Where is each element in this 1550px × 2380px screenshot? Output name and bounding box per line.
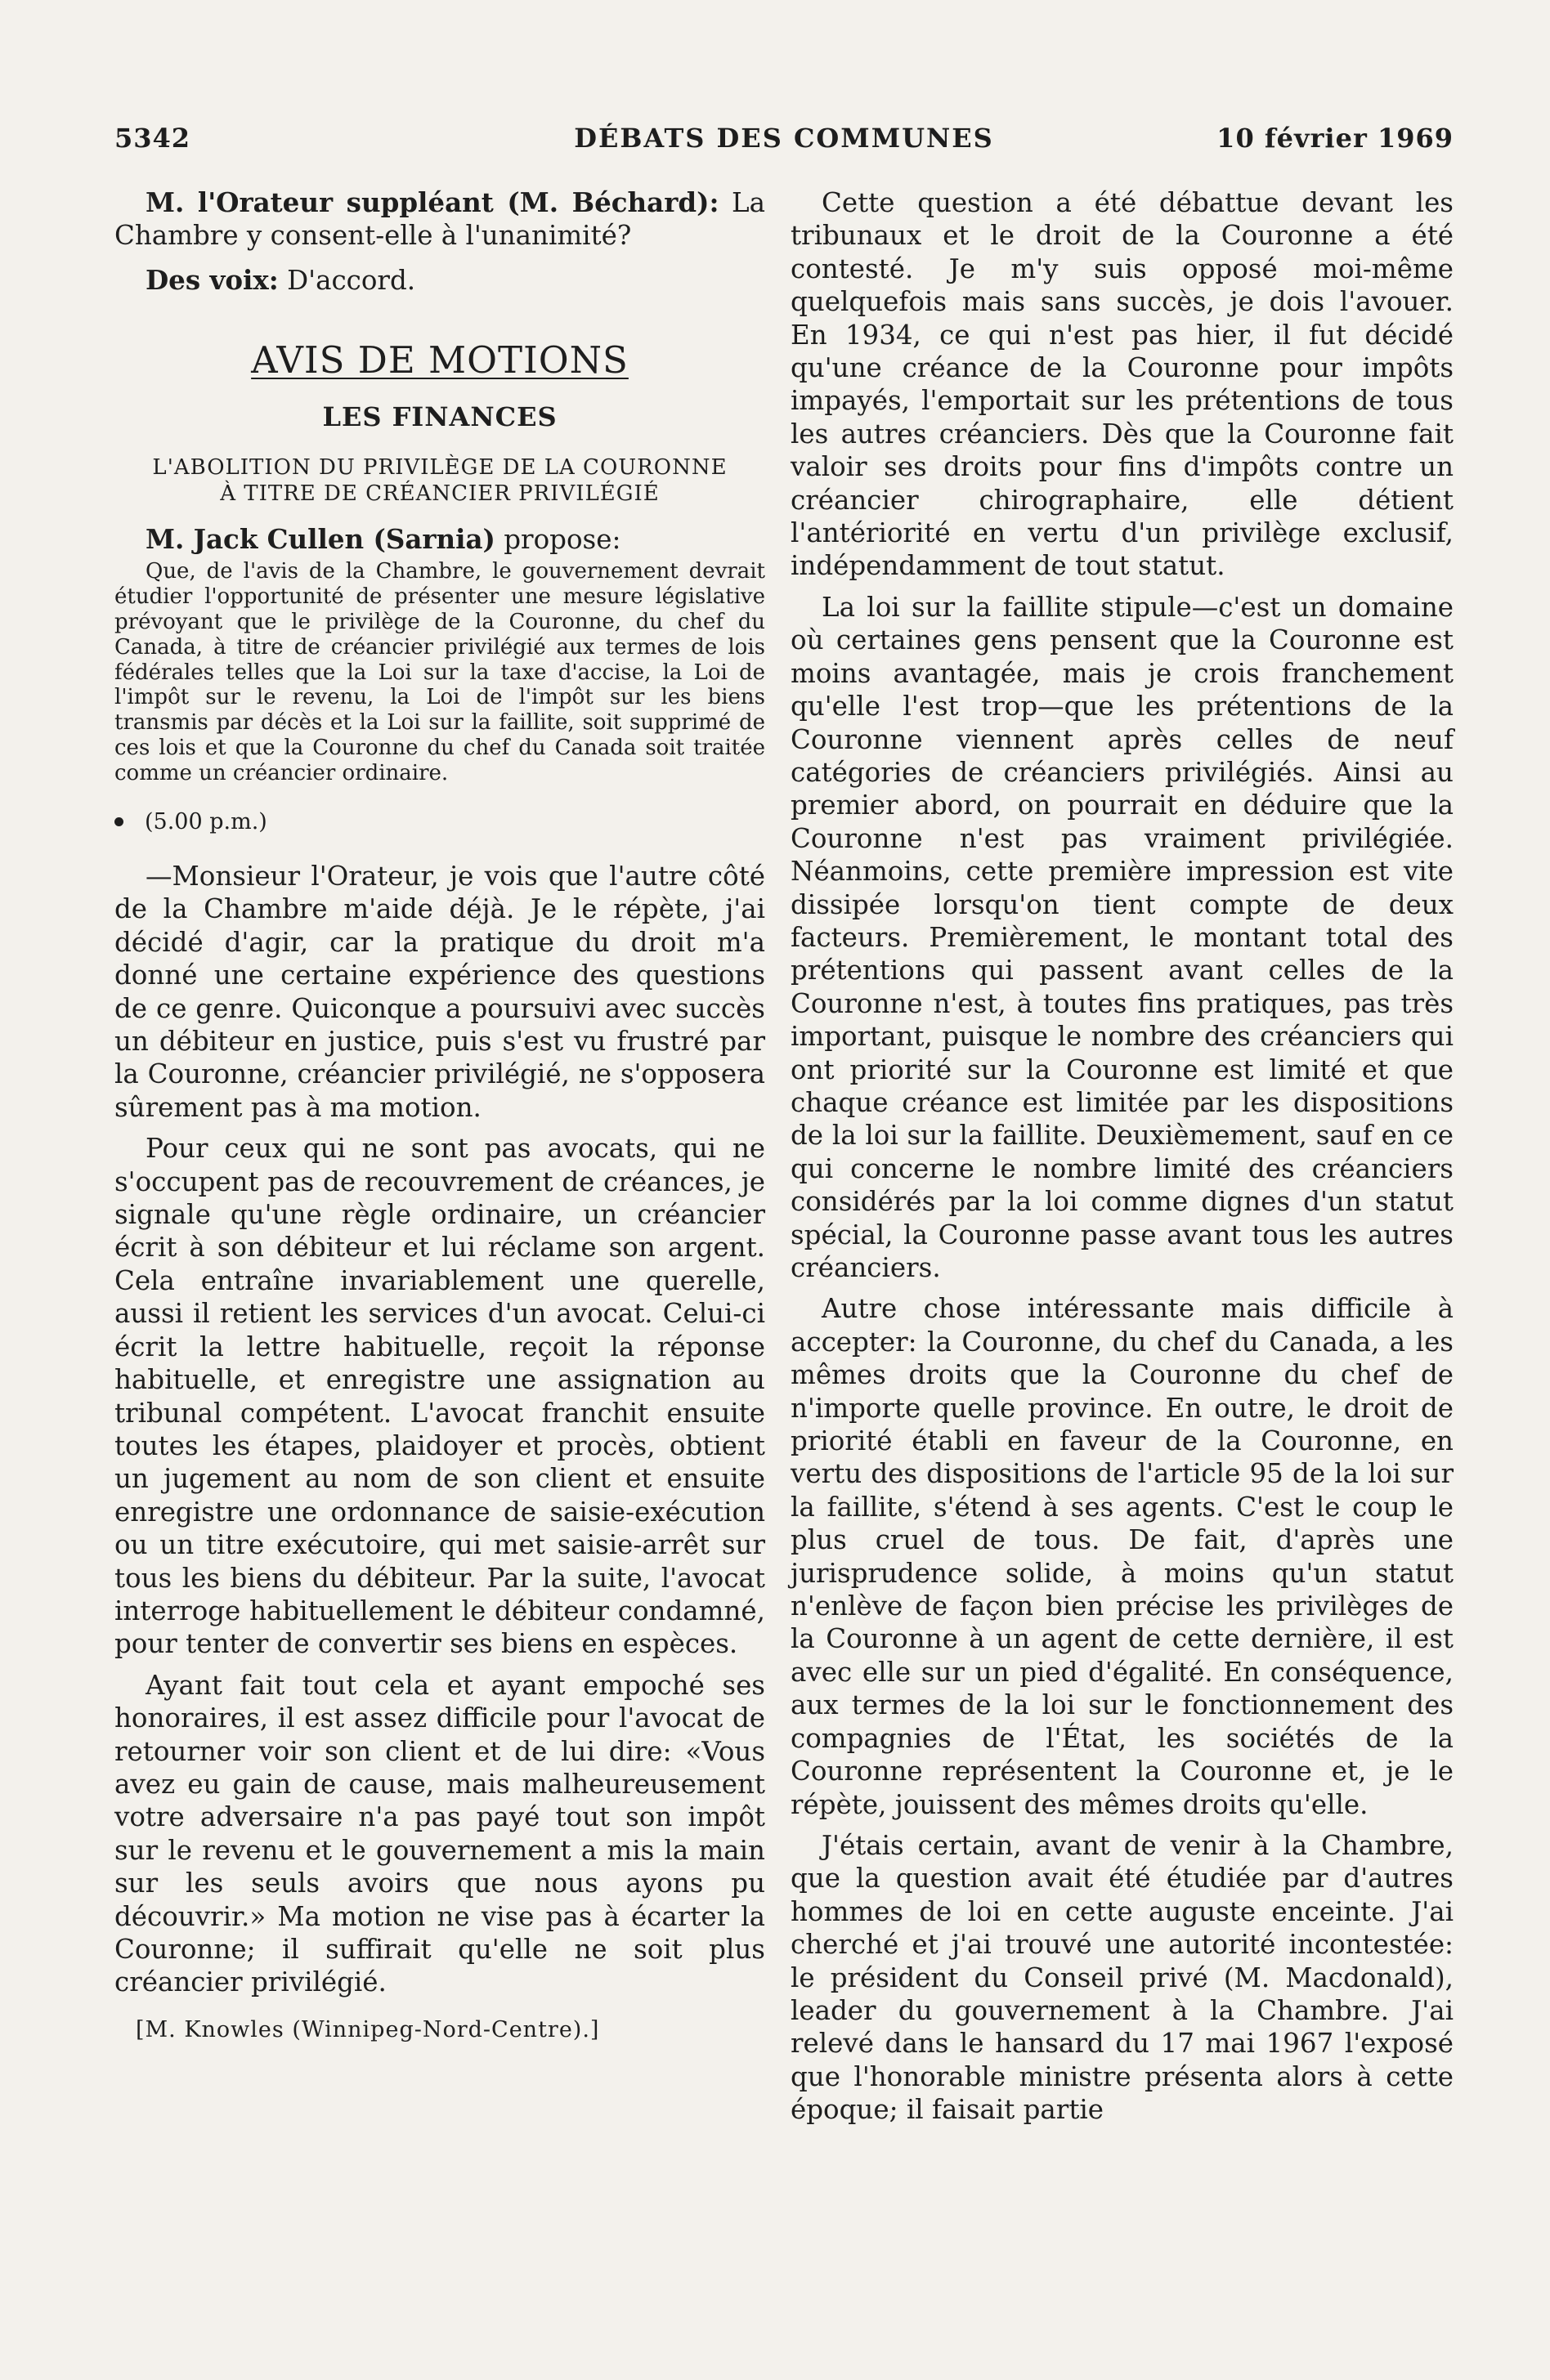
- left-column: [114, 186, 765, 2047]
- paragraph: Cette question a été débattue devant les tribunaux et le droit de la Couronne a été contesté. Je m'y suis opposé moi-même quelquefois mais sans succès, je dois l'avouer. En 1934, ce qui n'est pas hier, il fut décidé qu'une créance de la Couronne pour impôts impayés, l'emportait sur les prétentions de tous les autres créanciers. Dès que la Couronne fait valoir ses droits pour fins d'impôts contre un créancier chirographaire, elle détient l'antériorité en vertu d'un privilège exclusif, indépendamment de tout statut.: [791, 187, 1454, 582]
- paragraph: Pour ceux qui ne sont pas avocats, qui ne s'occupent pas de recouvrement de créances, je signale qu'une règle ordinaire, un créancier écrit à son débiteur et lui réclame son argent. Cela entraîne invariablement une querelle, aussi il retient les services d'un avocat. Celui-ci écrit la lettre habituelle, reçoit la réponse habituelle, et enregistre une assignation au tribunal compétent. L'avocat franchit ensuite toutes les étapes, plaidoyer et procès, obtient un jugement au nom de son client et ensuite enregistre une ordonnance de saisie-exécution ou un titre exécutoire, qui met saisie-arrêt sur tous les biens du débiteur. Par la suite, l'avocat interroge habituellement le débiteur condamné, pour tenter de convertir ses biens en espèces.: [114, 1133, 765, 1660]
- speaker-name: M. Jack Cullen (Sarnia): [146, 523, 495, 556]
- paragraph: Ayant fait tout cela et ayant empoché ses honoraires, il est assez difficile pour l'avocat de retourner voir son client et de lui dire: «Vous avez eu gain de cause, mais malheureusement votre adversaire n'a pas payé tout son impôt sur le revenu et le gouvernement a mis la main sur les seuls avoirs que nous ayons pu découvrir.» Ma motion ne vise pas à écarter la Couronne; il suffirait qu'elle ne soit plus créancier privilégié.: [114, 1669, 765, 1998]
- page-date: 10 février 1969: [1216, 123, 1454, 154]
- section-heading: AVIS DE MOTIONS: [251, 338, 629, 382]
- mover-paragraph: [114, 523, 765, 556]
- right-column: [791, 186, 1454, 2135]
- paragraph-text: D'accord.: [278, 264, 416, 296]
- paragraph: La loi sur la faillite stipule—c'est un domaine où certaines gens pensent que la Couronne est moins avantagée, mais je crois franchement qu'elle l'est trop—que les prétentions de la Couronne viennent après celles de neuf catégories de créanciers privilégiés. Ainsi au premier abord, on pourrait en déduire que la Couronne n'est pas vraiment privilégiée. Néanmoins, cette première impression est vite dissipée lorsqu'on tient compte de deux facteurs. Premièrement, le montant total des prétentions qui passent avant celles de la Couronne n'est, à toutes fins pratiques, pas très important, puisque le nombre des créanciers qui ont priorité sur la Couronne est limité et que chaque créance est limitée par les dispositions de la loi sur la faillite. Deuxièmement, sauf en ce qui concerne le nombre limité des créanciers considérés par la loi comme dignes d'un statut spécial, la Couronne passe avant tous les autres créanciers.: [791, 591, 1454, 1283]
- motion-title: [114, 454, 765, 507]
- time-marker: [114, 806, 765, 839]
- paragraph: J'étais certain, avant de venir à la Chambre, que la question avait été étudiée par d'autres hommes de loi en cette auguste enceinte. J'ai cherché et j'ai trouvé une autorité incontestée: le président du Conseil privé (M. Macdonald), leader du gouvernement à la Chambre. J'ai relevé dans le hansard du 17 mai 1967 l'exposé que l'honorable ministre présenta alors à cette époque; il faisait partie: [791, 1829, 1454, 2126]
- paragraph-text: La Chambre y consent-elle à l'unanimité?: [114, 187, 766, 252]
- speaker-note: [M. Knowles (Winnipeg-Nord-Centre).]: [136, 2016, 600, 2042]
- speaker-paragraph: [114, 264, 765, 297]
- time-text: (5.00 p.m.): [145, 808, 267, 834]
- motion-title-line-2: À TITRE DE CRÉANCIER PRIVILÉGIÉ: [220, 481, 660, 507]
- motion-title-line-1: L'ABOLITION DU PRIVILÈGE DE LA COURONNE: [152, 455, 728, 481]
- bullet-icon: [114, 817, 123, 826]
- page-number: 5342: [114, 123, 191, 154]
- page-header: [114, 123, 1454, 155]
- paragraph: Autre chose intéressante mais difficile à accepter: la Couronne, du chef du Canada, a les mêmes droits que la Couronne du chef de n'importe quelle province. En outre, le droit de priorité établi en faveur de la Couronne, en vertu des dispositions de l'article 95 de la loi sur la faillite, s'étend à ses agents. C'est le coup le plus cruel de tous. De fait, d'après une jurisprudence solide, à moins qu'un statut n'enlève de façon bien précise les privilèges de la Couronne à un agent de cette dernière, il est avec elle sur un pied d'égalité. En conséquence, aux termes de la loi sur le fonctionnement des compagnies de l'État, les sociétés de la Couronne représentent la Couronne et, je le répète, jouissent des mêmes droits qu'elle.: [791, 1293, 1454, 1820]
- subsection-heading: LES FINANCES: [322, 400, 558, 432]
- paragraph: —Monsieur l'Orateur, je vois que l'autre côté de la Chambre m'aide déjà. Je le répète, j'ai décidé d'agir, car la pratique du droit m'a donné une certaine expérience des questions de ce genre. Quiconque a poursuivi avec succès un débiteur en justice, puis s'est vu frustré par la Couronne, créancier privilégié, ne s'opposera sûrement pas à ma motion.: [114, 861, 765, 1123]
- publication-title: DÉBATS DES COMMUNES: [574, 123, 994, 154]
- motion-text: Que, de l'avis de la Chambre, le gouvernement devrait étudier l'opportunité de présenter une mesure législative prévoyant que le privilège de la Couronne, du chef du Canada, à titre de créancier privilégié aux termes de lois fédérales telles que la Loi sur la taxe d'accise, la Loi de l'impôt sur le revenu, la Loi de l'impôt sur les biens transmis par décès et la Loi sur la faillite, soit supprimé de ces lois et que la Couronne du chef du Canada soit traitée comme un créancier ordinaire.: [114, 559, 765, 785]
- paragraph-text: propose:: [495, 524, 621, 556]
- speaker-name: Des voix:: [146, 263, 279, 296]
- speaker-paragraph: [114, 186, 765, 253]
- speaker-name: M. l'Orateur suppléant (M. Béchard):: [146, 186, 719, 218]
